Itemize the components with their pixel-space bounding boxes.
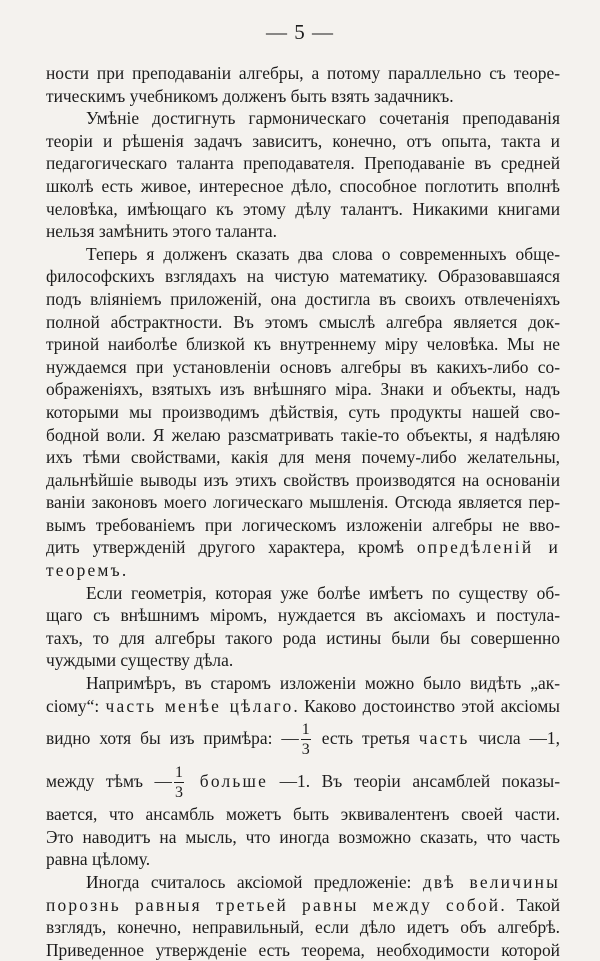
text-line: равна цѣлому. [46, 849, 151, 870]
spaced-emphasis: порознь равныя третьей равны между собой [46, 894, 501, 915]
paragraph-start: Напримѣръ, въ старомъ изложеніи можно было видѣть „ак- [86, 673, 560, 694]
text-line: тическимъ учебникомъ долженъ быть взять задачникъ. [46, 85, 454, 106]
paragraph-start [46, 871, 560, 894]
spaced-emphasis: опредѣленій и [416, 537, 560, 558]
paragraph-start: Если геометрія, которая уже болѣе имѣетъ по существу об- [86, 582, 560, 603]
text-line [46, 559, 560, 582]
spaced-emphasis: больше [185, 771, 268, 792]
text-line [46, 695, 560, 718]
text-fragment: —1. Въ теоріи ансамблей показы- [268, 771, 560, 792]
text-line: ображеніяхъ, взятыхъ изъ внѣшняго міра. Знаки и объекты, надъ [46, 379, 560, 400]
text-line: нуждаемся при установленіи основъ алгебры въ какихъ-либо со- [46, 356, 560, 377]
fraction [174, 765, 184, 801]
fraction-denominator: 3 [174, 784, 183, 802]
text-line: педагогическаго таланта преподавателя. Преподаваніе въ средней [46, 153, 560, 174]
text-line: Приведенное утвержденіе есть теорема, необходимости которой [46, 939, 560, 960]
text-line: ваніи законовъ моего логическаго мышленія. Отсюда является пер- [46, 492, 560, 513]
fraction-numerator: 1 [301, 721, 310, 739]
spaced-emphasis: часть [418, 728, 470, 749]
text-line: тахъ, то для алгебры такого рода истины были бы совершенно [46, 627, 560, 648]
fraction-denominator: 3 [301, 741, 310, 759]
fraction [301, 722, 311, 758]
body-text [46, 62, 560, 961]
spaced-emphasis: двѣ величины [422, 872, 561, 892]
text-line: которыми мы производимъ дѣйствія, суть продукты нашей сво- [46, 401, 560, 422]
text-fragment: Иногда считалось аксіомой предложеніе: [86, 872, 423, 892]
spaced-emphasis: теоремъ. [46, 560, 129, 581]
text-line: философскихъ взглядахъ на чистую математику. Образовавшаяся [46, 266, 560, 287]
formula-line [46, 717, 560, 760]
text-fragment: сіому“: [46, 695, 106, 716]
text-fragment: есть третья [312, 728, 419, 749]
text-line: дальнѣйшіе выводы изъ этихъ свойствъ производятся на основаніи [46, 469, 560, 490]
text-line [46, 536, 560, 559]
text-line: щаго съ внѣшнимъ міромъ, нуждается въ аксіомахъ и постула- [46, 605, 560, 626]
text-line: триной наиболѣе близкой къ внутреннему міру человѣка. Мы не [46, 334, 560, 355]
formula-line [46, 760, 560, 803]
text-fragment: дить утвержденій другого характера, кромѣ [46, 537, 417, 558]
text-line: вается, что ансамбль можетъ быть эквивалентенъ своей части. [46, 804, 560, 825]
text-line [46, 894, 560, 917]
text-fragment: числа —1, [469, 728, 560, 749]
text-line: нельзя замѣнить этого таланта. [46, 221, 277, 242]
text-line: ности при преподаваніи алгебры, а потому параллельно съ теоре- [46, 63, 560, 83]
text-line: подъ вліяніемъ приложеній, она достигла въ своихъ отвлеченіяхъ [46, 288, 560, 309]
text-fragment: . Каково достоинство этой аксіомы [293, 695, 560, 716]
text-line: бодной воли. Я желаю разсматривать такіе-то объекты, я надѣляю [46, 424, 560, 445]
text-line: ихъ тѣми свойствами, какія для меня почему-либо желательны, [46, 447, 560, 468]
text-line: вымъ требованіемъ при логическомъ изложеніи алгебры не вво- [46, 514, 560, 535]
text-line: полной абстрактности. Въ этомъ смыслѣ алгебра является док- [46, 311, 560, 332]
text-line: человѣка, имѣющаго къ этому дѣлу талантъ. Никакими книгами [46, 198, 560, 219]
text-fragment: между тѣмъ — [46, 771, 172, 792]
text-fragment: . Такой [500, 894, 561, 915]
text-fragment: видно хотя бы изъ примѣра: — [46, 728, 299, 749]
spaced-emphasis: часть менѣе цѣлаго [105, 695, 294, 716]
text-line: чуждыми существу дѣла. [46, 650, 234, 671]
text-line: взглядъ, конечно, неправильный, если дѣло идетъ объ алгебрѣ. [46, 917, 560, 938]
text-line: школѣ есть живое, интересное дѣло, способное поглотить вполнѣ [46, 175, 560, 196]
text-line: теоріи и рѣшенія задачъ зависитъ, конечно, отъ опыта, такта и [46, 130, 560, 151]
fraction-numerator: 1 [174, 764, 183, 782]
text-line: Это наводитъ на мысль, что иногда возможно сказать, что часть [46, 826, 560, 847]
page-number: — 5 — [266, 20, 334, 44]
paragraph-start: Теперь я долженъ сказать два слова о современныхъ обще- [86, 243, 560, 264]
paragraph-start: Умѣніе достигнуть гармоническаго сочетанія преподаванія [86, 108, 560, 129]
